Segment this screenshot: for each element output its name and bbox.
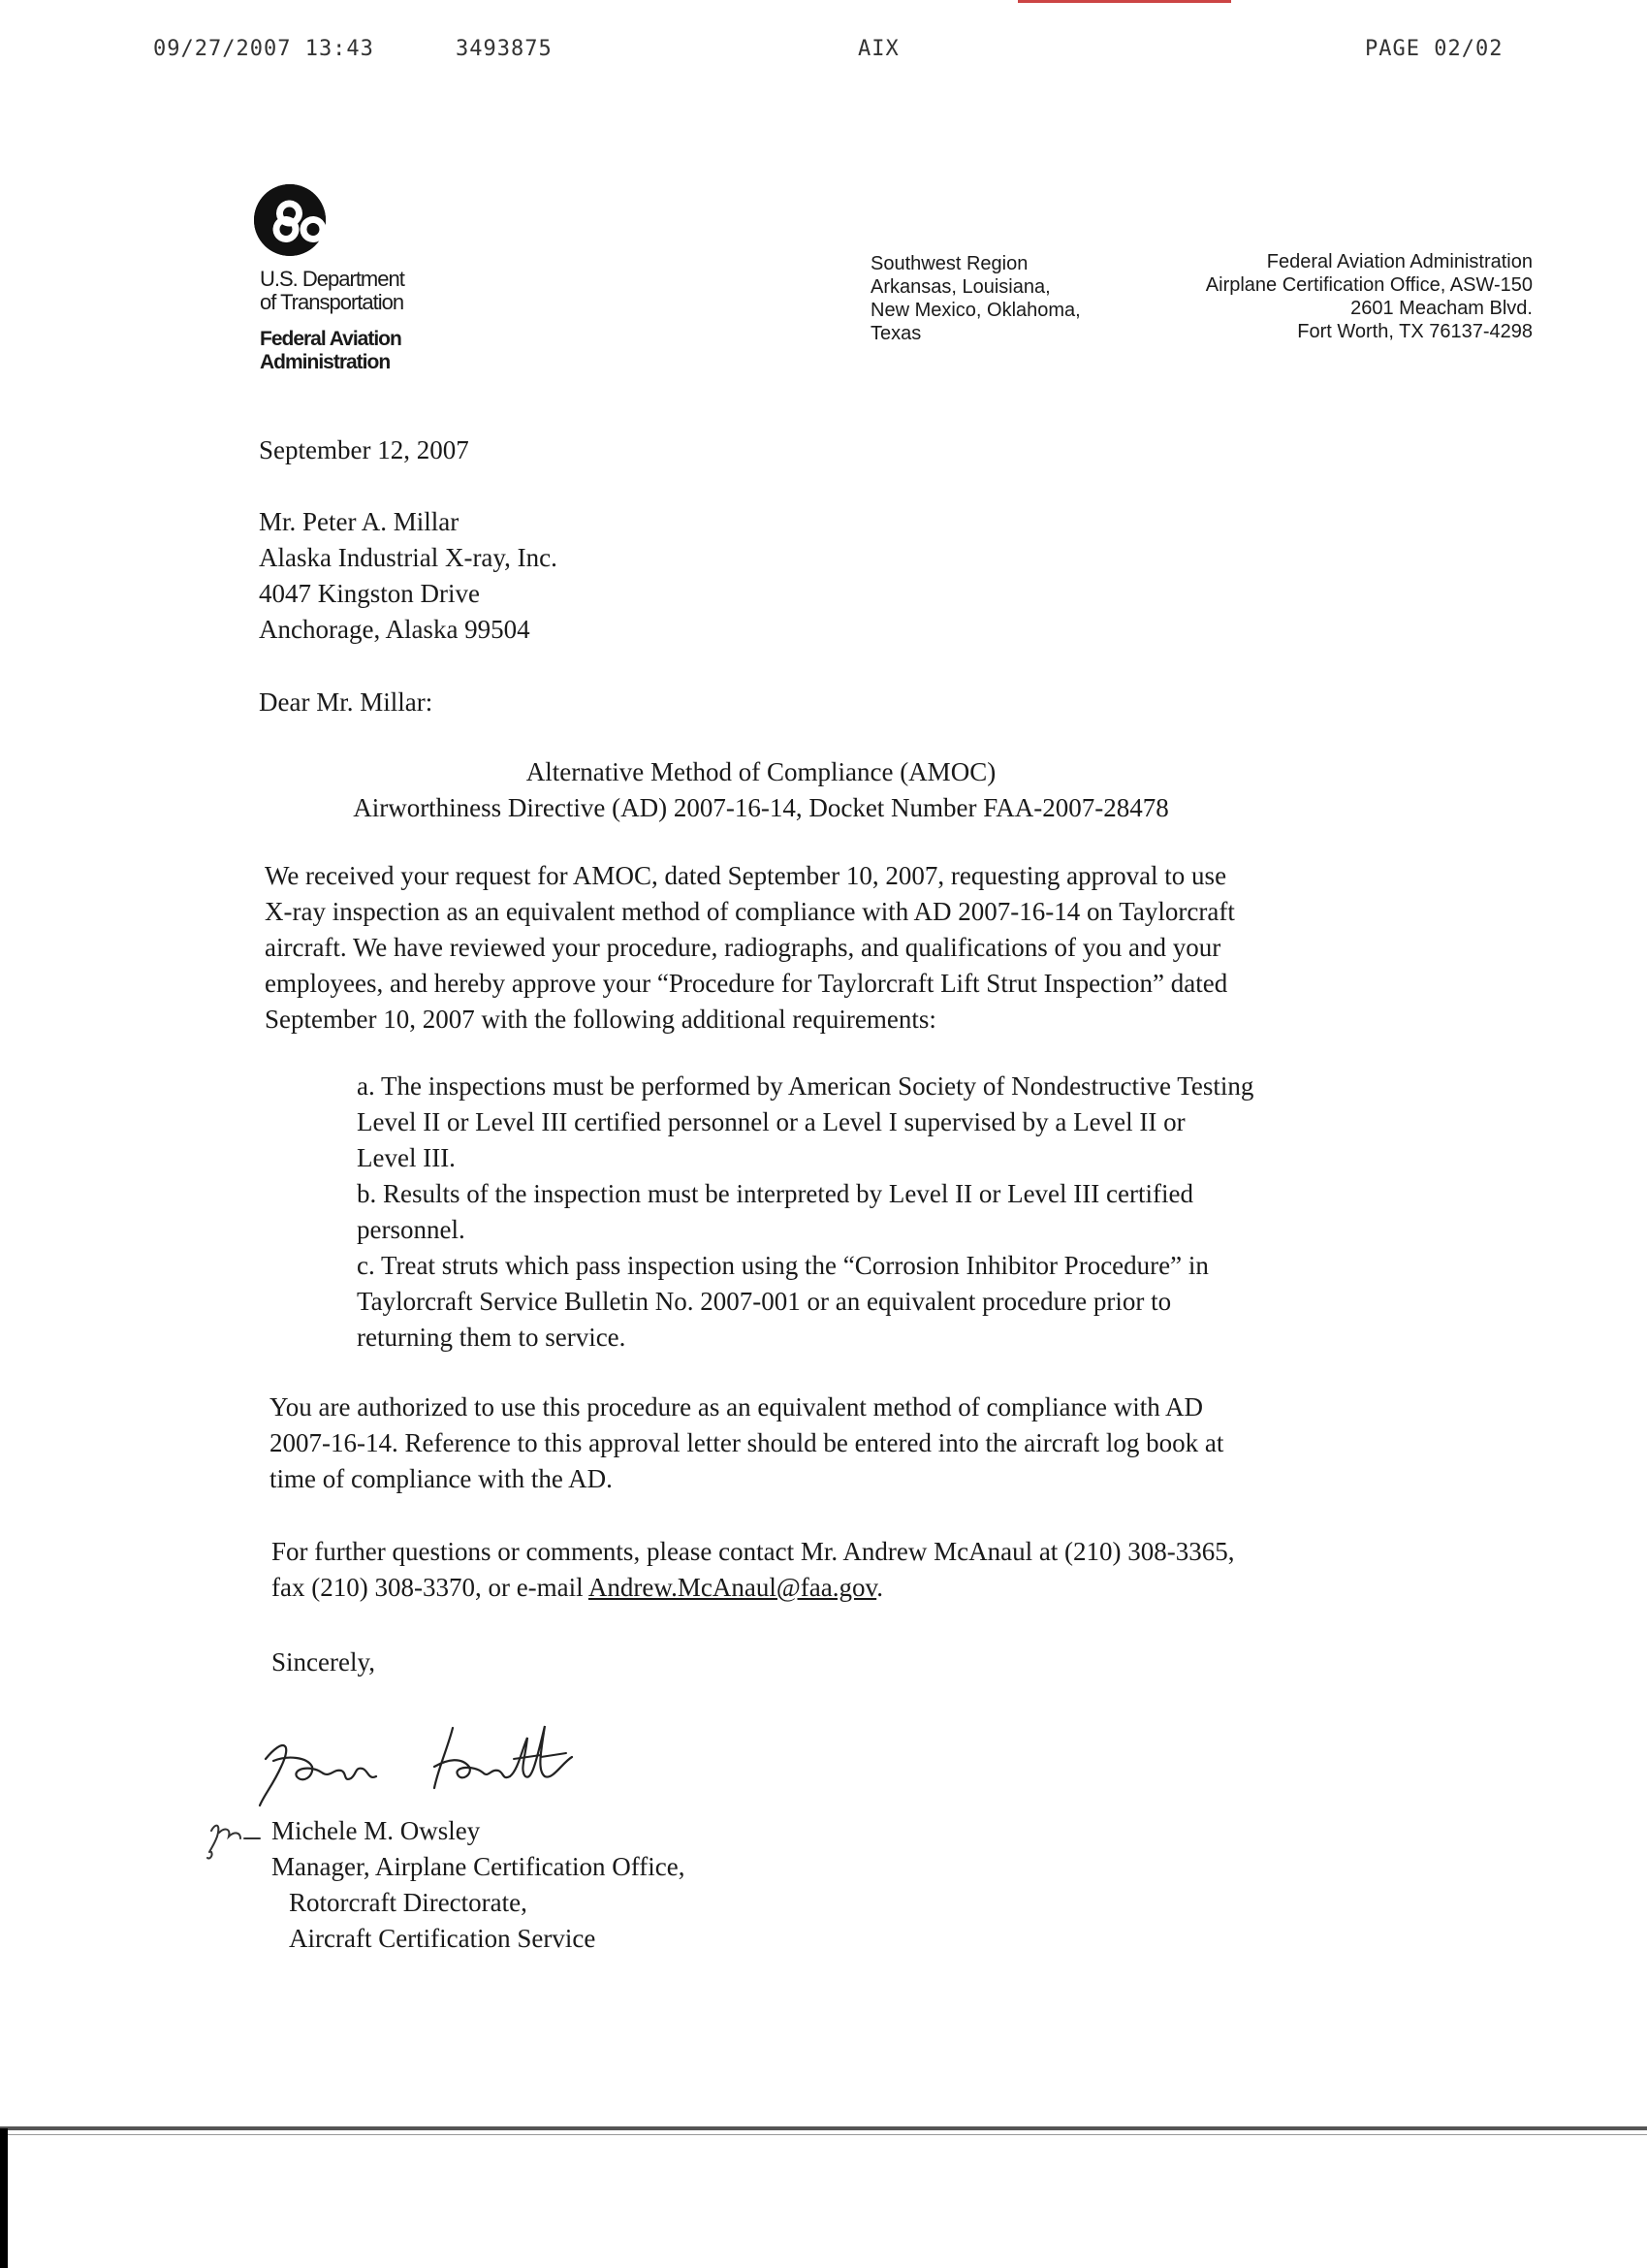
fax-sender: AIX <box>858 37 900 61</box>
recipient-line: Anchorage, Alaska 99504 <box>259 615 530 644</box>
requirement-line: Level II or Level III certified personnel or a Level I supervised by a Level II or <box>357 1107 1186 1136</box>
scan-left-edge <box>0 2128 8 2268</box>
subject-block <box>247 754 1275 826</box>
fax-datetime: 09/27/2007 13:43 <box>153 37 374 61</box>
text-line: We received your request for AMOC, dated September 10, 2007, requesting approval to use <box>265 861 1227 890</box>
subject-line: Alternative Method of Compliance (AMOC) <box>525 757 997 786</box>
requirements-list <box>357 1069 1442 1356</box>
text-line: You are authorized to use this procedure as an equivalent method of compliance with AD <box>269 1392 1203 1421</box>
requirement-line: c. Treat struts which pass inspection using the “Corrosion Inhibitor Procedure” in <box>357 1251 1209 1280</box>
text-line: 2007-16-14. Reference to this approval letter should be entered into the aircraft log book at <box>269 1428 1224 1457</box>
fax-page: PAGE 02/02 <box>1365 37 1504 61</box>
paragraph-authorization <box>269 1390 1433 1497</box>
letterhead-region <box>871 252 1081 345</box>
requirement-line: returning them to service. <box>357 1323 626 1352</box>
recipient-line: Mr. Peter A. Millar <box>259 507 459 536</box>
text-span: fax (210) 308-3370, or e-mail <box>271 1573 588 1602</box>
signer-title: Manager, Airplane Certification Office, <box>271 1852 685 1881</box>
paragraph-contact <box>271 1534 1435 1606</box>
signer-title: Rotorcraft Directorate, <box>289 1888 527 1917</box>
requirement-line: Level III. <box>357 1143 456 1172</box>
dot-logo-icon <box>254 184 326 256</box>
region-line: Texas <box>871 323 922 344</box>
office-line: 2601 Meacham Blvd. <box>1350 298 1533 319</box>
text-line <box>271 1570 1435 1606</box>
text-line: aircraft. We have reviewed your procedure, radiographs, and qualifications of you and your <box>265 933 1221 962</box>
text-line: For further questions or comments, please contact Mr. Andrew McAnaul at (210) 308-3365, <box>271 1537 1235 1566</box>
text-span: . <box>876 1573 883 1602</box>
subject-line: Airworthiness Directive (AD) 2007-16-14, Docket Number FAA-2007-28478 <box>353 793 1169 822</box>
text-line: employees, and hereby approve your “Procedure for Taylorcraft Lift Strut Inspection” dated <box>265 969 1228 998</box>
scan-edge-mark <box>1018 0 1231 3</box>
recipient-line: Alaska Industrial X-ray, Inc. <box>259 543 557 572</box>
email-link[interactable]: Andrew.McAnaul@faa.gov <box>587 1573 877 1602</box>
dept-line: U.S. Department <box>260 267 404 291</box>
handwritten-signature <box>254 1699 642 1825</box>
scan-bottom-rule <box>0 2126 1647 2130</box>
salutation: Dear Mr. Millar: <box>259 687 433 717</box>
letterhead-agency <box>260 268 404 374</box>
agency-line: Administration <box>260 351 391 373</box>
scan-bottom-rule-thin <box>0 2134 1647 2135</box>
paragraph-request <box>265 858 1428 1038</box>
text-line: time of compliance with the AD. <box>269 1464 613 1493</box>
recipient-line: 4047 Kingston Drive <box>259 579 480 608</box>
requirement-line: b. Results of the inspection must be interpreted by Level II or Level III certified <box>357 1179 1193 1208</box>
text-line: September 10, 2007 with the following additional requirements: <box>265 1005 936 1034</box>
handwritten-initials <box>202 1813 269 1862</box>
requirement-line: personnel. <box>357 1215 465 1244</box>
region-line: Southwest Region <box>871 253 1029 274</box>
recipient-address <box>259 504 557 648</box>
text-line: X-ray inspection as an equivalent method of compliance with AD 2007-16-14 on Taylorcraft <box>265 897 1235 926</box>
region-line: Arkansas, Louisiana, <box>871 276 1051 298</box>
closing: Sincerely, <box>271 1647 375 1677</box>
requirement-line: Taylorcraft Service Bulletin No. 2007-001 or an equivalent procedure prior to <box>357 1287 1172 1316</box>
signer-title: Aircraft Certification Service <box>289 1924 596 1953</box>
letterhead-office-address <box>1206 250 1533 343</box>
region-line: New Mexico, Oklahoma, <box>871 300 1081 321</box>
signer-name: Michele M. Owsley <box>271 1816 481 1845</box>
office-line: Federal Aviation Administration <box>1266 251 1533 272</box>
agency-line: Federal Aviation <box>260 328 401 350</box>
signer-block <box>271 1813 685 1957</box>
fax-number: 3493875 <box>456 37 553 61</box>
office-line: Airplane Certification Office, ASW-150 <box>1205 274 1533 296</box>
letter-date: September 12, 2007 <box>259 435 469 464</box>
dept-line: of Transportation <box>260 290 404 314</box>
office-line: Fort Worth, TX 76137-4298 <box>1297 321 1533 342</box>
requirement-line: a. The inspections must be performed by American Society of Nondestructive Testing <box>357 1071 1254 1101</box>
